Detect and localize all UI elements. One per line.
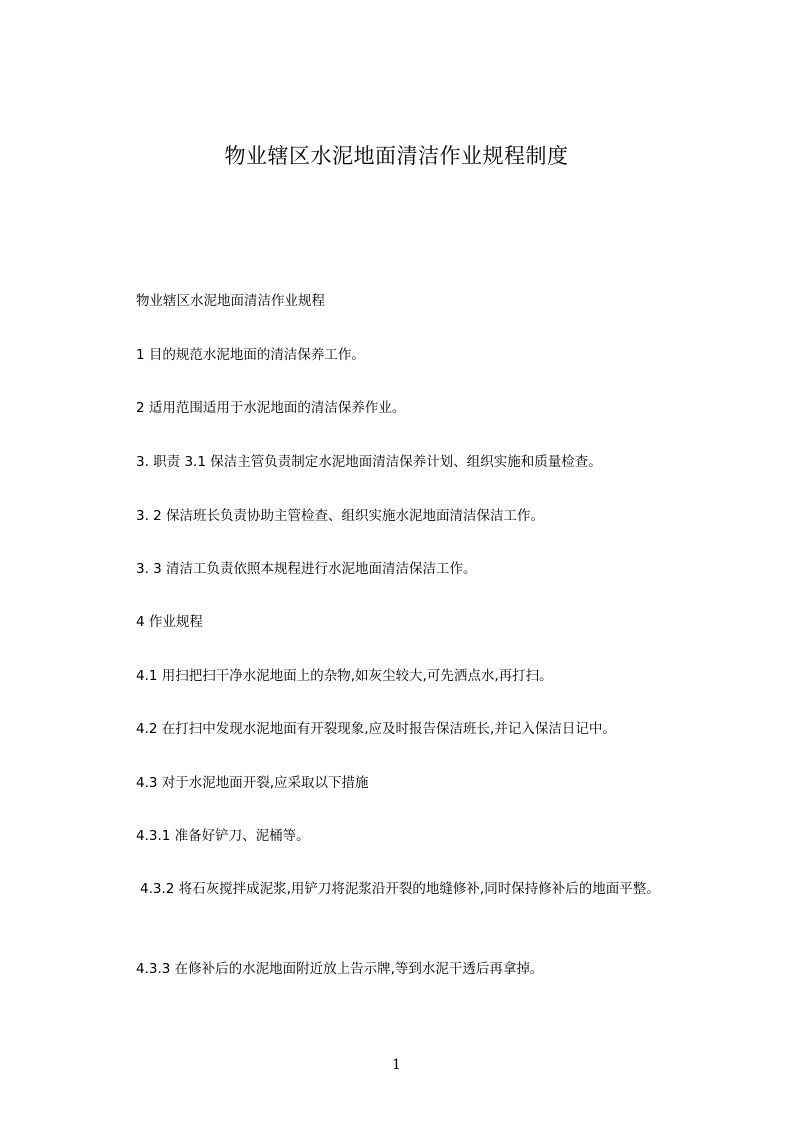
- paragraph-step-4-3: 4.3 对于水泥地面开裂,应采取以下措施: [136, 775, 369, 791]
- document-title: 物业辖区水泥地面清洁作业规程制度: [224, 144, 569, 168]
- paragraph-step-4-3-1: 4.3.1 准备好铲刀、泥桶等。: [136, 828, 310, 844]
- paragraph-procedure-heading: 4 作业规程: [136, 614, 203, 630]
- paragraph-step-4-3-2: 4.3.2 将石灰搅拌成泥浆,用铲刀将泥浆沿开裂的地缝修补,同时保持修补后的地面平整。: [140, 881, 660, 897]
- paragraph-step-4-2: 4.2 在打扫中发现水泥地面有开裂现象,应及时报告保洁班长,并记入保洁日记中。: [136, 721, 616, 737]
- paragraph-duty-3-3: 3. 3 清洁工负责依照本规程进行水泥地面清洁保洁工作。: [136, 561, 477, 577]
- page-number: 1: [392, 1057, 401, 1073]
- paragraph-duty-3-2: 3. 2 保洁班长负责协助主管检查、组织实施水泥地面清洁保洁工作。: [136, 508, 545, 524]
- paragraph-step-4-1: 4.1 用扫把扫干净水泥地面上的杂物,如灰尘较大,可先洒点水,再打扫。: [136, 668, 553, 684]
- paragraph-purpose: 1 目的规范水泥地面的清洁保养工作。: [136, 347, 365, 363]
- paragraph-heading: 物业辖区水泥地面清洁作业规程: [136, 293, 325, 309]
- paragraph-scope: 2 适用范围适用于水泥地面的清洁保养作业。: [136, 400, 406, 416]
- paragraph-step-4-3-3: 4.3.3 在修补后的水泥地面附近放上告示牌,等到水泥干透后再拿掉。: [136, 961, 544, 977]
- paragraph-duty-3-1: 3. 职责 3.1 保洁主管负责制定水泥地面清洁保养计划、组织实施和质量检查。: [136, 454, 602, 470]
